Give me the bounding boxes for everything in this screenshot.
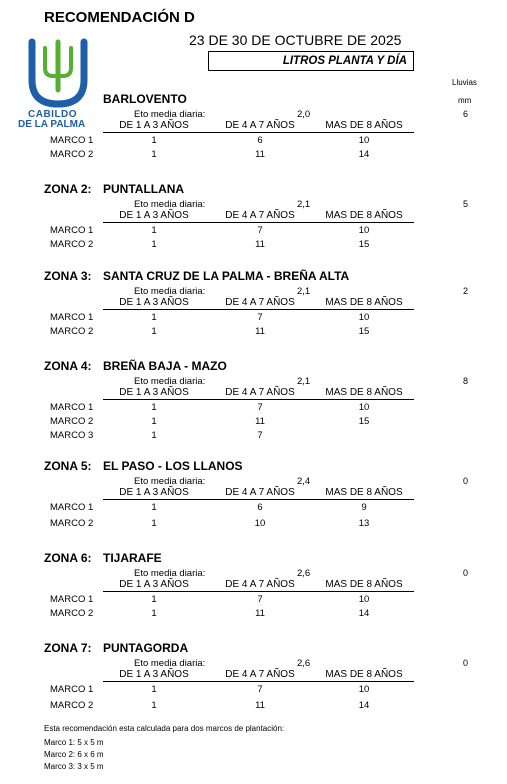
marco-label: MARCO 2	[50, 608, 94, 619]
header-divider	[103, 591, 414, 592]
eto-value: 2,6	[297, 658, 311, 669]
rain-value: 5	[463, 199, 469, 209]
eto-label: Eto media diaria:	[134, 199, 206, 210]
eto-value: 2,4	[297, 476, 311, 487]
column-header: MAS DE 8 AÑOS	[325, 579, 403, 590]
rain-value: 8	[463, 376, 469, 386]
column-header: MAS DE 8 AÑOS	[325, 120, 403, 131]
marco-label: MARCO 1	[50, 502, 94, 513]
table-cell: 11	[255, 608, 265, 619]
column-header: MAS DE 8 AÑOS	[325, 210, 403, 221]
zone-name: PUNTAGORDA	[103, 641, 189, 655]
marco-label: MARCO 1	[50, 402, 94, 413]
marco-label: MARCO 1	[50, 312, 94, 323]
table-cell: 10	[358, 225, 370, 236]
logo-text-line1: CABILDO	[28, 109, 78, 120]
table-cell: 10	[358, 135, 370, 146]
table-cell: 10	[358, 594, 370, 605]
column-header: DE 1 A 3 AÑOS	[119, 387, 189, 398]
column-header: DE 4 A 7 AÑOS	[225, 669, 295, 680]
table-cell: 10	[358, 402, 370, 413]
eto-label: Eto media diaria:	[134, 658, 206, 669]
header-divider	[103, 681, 414, 682]
date-range: 23 DE 30 DE OCTUBRE DE 2025	[189, 32, 402, 48]
column-header: DE 1 A 3 AÑOS	[119, 120, 189, 131]
table-cell: 10	[358, 684, 370, 695]
zone-name: EL PASO - LOS LLANOS	[103, 459, 243, 473]
rain-value: 0	[463, 476, 469, 486]
zone-prefix: ZONA 7:	[44, 641, 92, 655]
eto-value: 2,1	[297, 376, 311, 387]
header-divider	[103, 132, 414, 133]
table-cell: 7	[257, 225, 263, 236]
table-cell: 11	[255, 239, 265, 250]
rain-value: 0	[463, 568, 469, 578]
header-divider	[103, 222, 414, 223]
eto-label: Eto media diaria:	[134, 568, 206, 579]
footer-line-2: Marco 2: 6 x 6 m	[44, 750, 104, 759]
footer-note: Esta recomendación esta calculada para dos marcos de plantación:	[44, 724, 285, 733]
zone-prefix: ZONA 4:	[44, 359, 92, 373]
eto-label: Eto media diaria:	[134, 286, 206, 297]
eto-label: Eto media diaria:	[134, 376, 206, 387]
table-cell: 14	[358, 608, 370, 619]
table-cell: 15	[358, 239, 370, 250]
zone-name: PUNTALLANA	[103, 182, 185, 196]
table-cell: 1	[151, 594, 157, 605]
zone-prefix: ZONA 3:	[44, 269, 92, 283]
column-header: DE 4 A 7 AÑOS	[225, 387, 295, 398]
column-header: DE 4 A 7 AÑOS	[225, 297, 295, 308]
header-divider	[103, 499, 414, 500]
marco-label: MARCO 2	[50, 239, 94, 250]
table-cell: 11	[255, 416, 265, 427]
rain-header-unit: mm	[458, 96, 472, 105]
table-cell: 15	[358, 326, 370, 337]
eto-label: Eto media diaria:	[134, 109, 206, 120]
header-divider	[103, 309, 414, 310]
column-header: DE 1 A 3 AÑOS	[119, 297, 189, 308]
column-header: DE 4 A 7 AÑOS	[225, 120, 295, 131]
litros-box-label: LITROS PLANTA Y DÍA	[282, 55, 407, 67]
table-cell: 1	[151, 402, 157, 413]
marco-label: MARCO 2	[50, 416, 94, 427]
column-header: DE 1 A 3 AÑOS	[119, 210, 189, 221]
zone-name: SANTA CRUZ DE LA PALMA - BREÑA ALTA	[103, 269, 350, 283]
table-cell: 7	[257, 594, 263, 605]
column-header: MAS DE 8 AÑOS	[325, 487, 403, 498]
marco-label: MARCO 2	[50, 326, 94, 337]
column-header: DE 4 A 7 AÑOS	[225, 579, 295, 590]
table-cell: 15	[358, 416, 370, 427]
table-cell: 6	[257, 502, 263, 513]
table-cell: 6	[257, 135, 263, 146]
marco-label: MARCO 1	[50, 684, 94, 695]
zone-prefix: ZONA 5:	[44, 459, 92, 473]
page-title: RECOMENDACIÓN D	[44, 9, 195, 26]
table-cell: 1	[151, 225, 157, 236]
footer-line-3: Marco 3: 3 x 5 m	[44, 762, 104, 771]
column-header: MAS DE 8 AÑOS	[325, 387, 403, 398]
table-cell: 1	[151, 430, 157, 441]
eto-value: 2,1	[297, 286, 311, 297]
table-cell: 1	[151, 149, 157, 160]
rain-header-label: Lluvias	[452, 78, 477, 87]
table-cell: 14	[358, 149, 370, 160]
eto-label: Eto media diaria:	[134, 476, 206, 487]
column-header: DE 1 A 3 AÑOS	[119, 579, 189, 590]
table-cell: 1	[151, 239, 157, 250]
marco-label: MARCO 2	[50, 518, 94, 529]
zone-name: BREÑA BAJA - MAZO	[103, 359, 227, 373]
table-cell: 1	[151, 416, 157, 427]
table-cell: 1	[151, 684, 157, 695]
table-cell: 10	[254, 518, 266, 529]
table-cell: 9	[361, 502, 367, 513]
column-header: DE 4 A 7 AÑOS	[225, 487, 295, 498]
marco-label: MARCO 1	[50, 225, 94, 236]
zone-prefix: ZONA 6:	[44, 551, 92, 565]
table-cell: 13	[358, 518, 370, 529]
column-header: MAS DE 8 AÑOS	[325, 297, 403, 308]
marco-label: MARCO 1	[50, 135, 94, 146]
column-header: DE 1 A 3 AÑOS	[119, 669, 189, 680]
table-cell: 1	[151, 518, 157, 529]
footer-line-1: Marco 1: 5 x 5 m	[44, 738, 104, 747]
table-cell: 1	[151, 502, 157, 513]
column-header: MAS DE 8 AÑOS	[325, 669, 403, 680]
eto-value: 2,6	[297, 568, 311, 579]
marco-label: MARCO 3	[50, 430, 94, 441]
zone-name: BARLOVENTO	[103, 92, 187, 106]
marco-label: MARCO 2	[50, 149, 94, 160]
table-cell: 1	[151, 312, 157, 323]
column-header: DE 4 A 7 AÑOS	[225, 210, 295, 221]
table-cell: 11	[255, 149, 265, 160]
eto-value: 2,1	[297, 199, 311, 210]
rain-value: 6	[463, 109, 469, 119]
table-cell: 7	[257, 430, 263, 441]
header-divider	[103, 399, 414, 400]
table-cell: 1	[151, 326, 157, 337]
table-cell: 10	[358, 312, 370, 323]
marco-label: MARCO 2	[50, 700, 94, 711]
rain-value: 2	[463, 286, 469, 296]
table-cell: 7	[257, 402, 263, 413]
table-cell: 11	[255, 700, 265, 711]
table-cell: 7	[257, 684, 263, 695]
column-header: DE 1 A 3 AÑOS	[119, 487, 189, 498]
table-cell: 1	[151, 700, 157, 711]
marco-label: MARCO 1	[50, 594, 94, 605]
zone-prefix: ZONA 2:	[44, 182, 92, 196]
rain-value: 0	[463, 658, 469, 668]
table-cell: 7	[257, 312, 263, 323]
logo-text-line2: DE LA PALMA	[18, 119, 86, 130]
zone-name: TIJARAFE	[103, 551, 162, 565]
table-cell: 14	[358, 700, 370, 711]
table-cell: 1	[151, 135, 157, 146]
table-cell: 11	[255, 326, 265, 337]
litros-box	[208, 51, 414, 71]
eto-value: 2,0	[297, 109, 311, 120]
table-cell: 1	[151, 608, 157, 619]
